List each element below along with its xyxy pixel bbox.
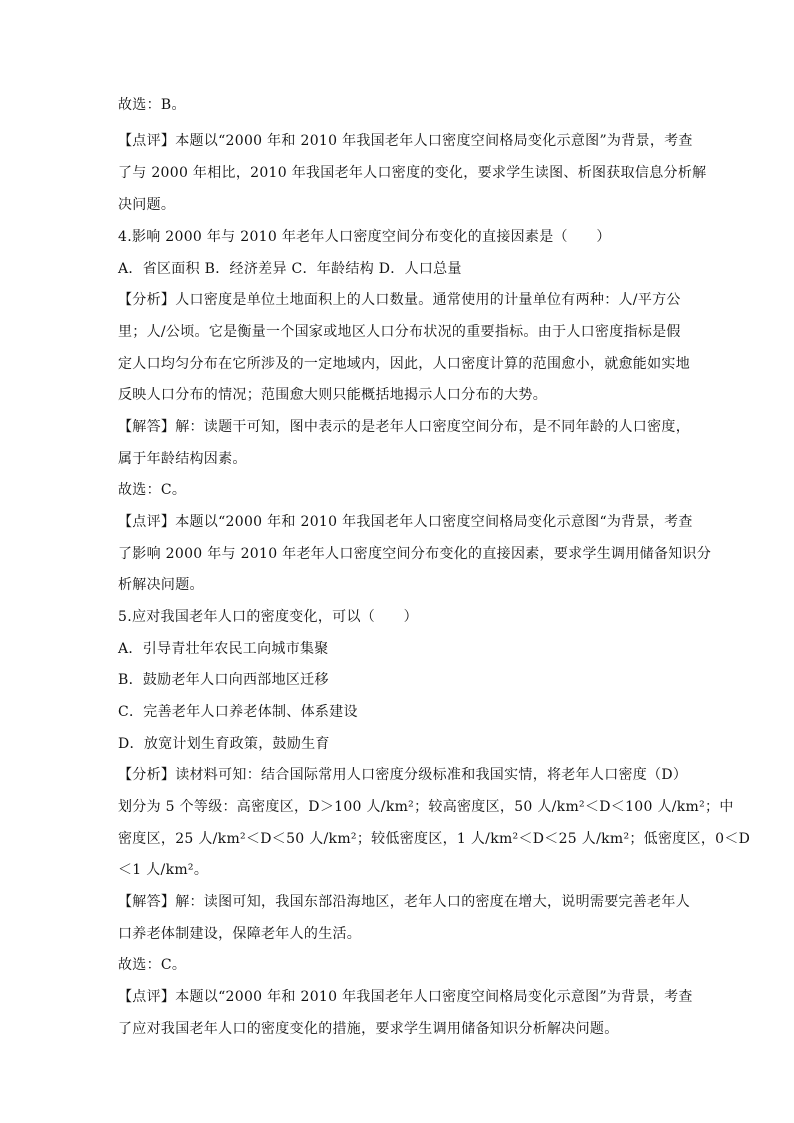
analysis-line-q4-2: 里；人/公顷。它是衡量一个国家或地区人口分布状况的重要指标。由于人口密度指标是假 bbox=[118, 324, 681, 340]
analysis-line-q5-4: ＜1 人/km²。 bbox=[118, 862, 209, 878]
comment-line-q3-1: 【点评】本题以“2000 年和 2010 年我国老年人口密度空间格局变化示意图”为背景，考查 bbox=[118, 133, 693, 149]
solution-line-q5-1: 【解答】解：读图可知，我国东部沿海地区，老年人口的密度在增大，说明需要完善老年人 bbox=[118, 894, 690, 910]
comment-line-q5-1: 【点评】本题以“2000 年和 2010 年我国老年人口密度空间格局变化示意图”为背景，考查 bbox=[118, 989, 693, 1005]
answer-line-q5: 故选：C。 bbox=[118, 957, 187, 973]
comment-line-q4-3: 析解决问题。 bbox=[118, 577, 204, 593]
question-5-option-d: D．放宽计划生育政策，鼓励生育 bbox=[118, 736, 330, 752]
question-4-stem: 4.影响 2000 年与 2010 年老年人口密度空间分布变化的直接因素是（ ） bbox=[118, 229, 611, 245]
analysis-line-q4-1: 【分析】人口密度是单位土地面积上的人口数量。通常使用的计量单位有两种：人/平方公 bbox=[118, 292, 681, 308]
question-5-option-b: B．鼓励老年人口向西部地区迁移 bbox=[118, 672, 329, 688]
analysis-line-q5-2: 划分为 5 个等级：高密度区，D＞100 人/km²；较高密度区，50 人/km²＜D＜100 人/km²；中 bbox=[118, 799, 734, 815]
analysis-line-q5-3: 密度区，25 人/km²＜D＜50 人/km²；较低密度区，1 人/km²＜D＜25 人/km²；低密度区，0＜D bbox=[118, 831, 751, 847]
analysis-line-q4-4: 反映人口分布的情况；范围愈大则只能概括地揭示人口分布的大势。 bbox=[118, 387, 547, 403]
comment-line-q5-2: 了应对我国老年人口的密度变化的措施，要求学生调用储备知识分析解决问题。 bbox=[118, 1021, 619, 1037]
analysis-line-q5-1: 【分析】读材料可知：结合国际常用人口密度分级标准和我国实情，将老年人口密度（D） bbox=[118, 767, 688, 783]
comment-line-q4-2: 了影响 2000 年与 2010 年老年人口密度空间分布变化的直接因素，要求学生调用储备知识分 bbox=[118, 546, 712, 562]
answer-line-q4: 故选：C。 bbox=[118, 482, 187, 498]
solution-line-q5-2: 口养老体制建设，保障老年人的生活。 bbox=[118, 926, 362, 942]
solution-line-q4-2: 属于年龄结构因素。 bbox=[118, 451, 247, 467]
comment-line-q4-1: 【点评】本题以“2000 年和 2010 年我国老年人口密度空间格局变化示意图“为背景，考查 bbox=[118, 514, 693, 530]
comment-line-q3-3: 决问题。 bbox=[118, 197, 176, 213]
comment-line-q3-2: 了与 2000 年相比，2010 年我国老年人口密度的变化，要求学生读图、析图获取信息分析解 bbox=[118, 165, 707, 181]
answer-line-q3: 故选：B。 bbox=[118, 97, 186, 113]
solution-line-q4-1: 【解答】解：读题干可知，图中表示的是老年人口密度空间分布，是不同年龄的人口密度， bbox=[118, 419, 690, 435]
analysis-line-q4-3: 定人口均匀分布在它所涉及的一定地域内，因此，人口密度计算的范围愈小，就愈能如实地 bbox=[118, 356, 690, 372]
question-5-option-c: C．完善老年人口养老体制、体系建设 bbox=[118, 704, 358, 720]
question-5-stem: 5.应对我国老年人口的密度变化，可以（ ） bbox=[118, 609, 418, 625]
question-4-options: A．省区面积 B．经济差异 C．年龄结构 D．人口总量 bbox=[118, 261, 462, 277]
question-5-option-a: A．引导青壮年农民工向城市集聚 bbox=[118, 641, 329, 657]
